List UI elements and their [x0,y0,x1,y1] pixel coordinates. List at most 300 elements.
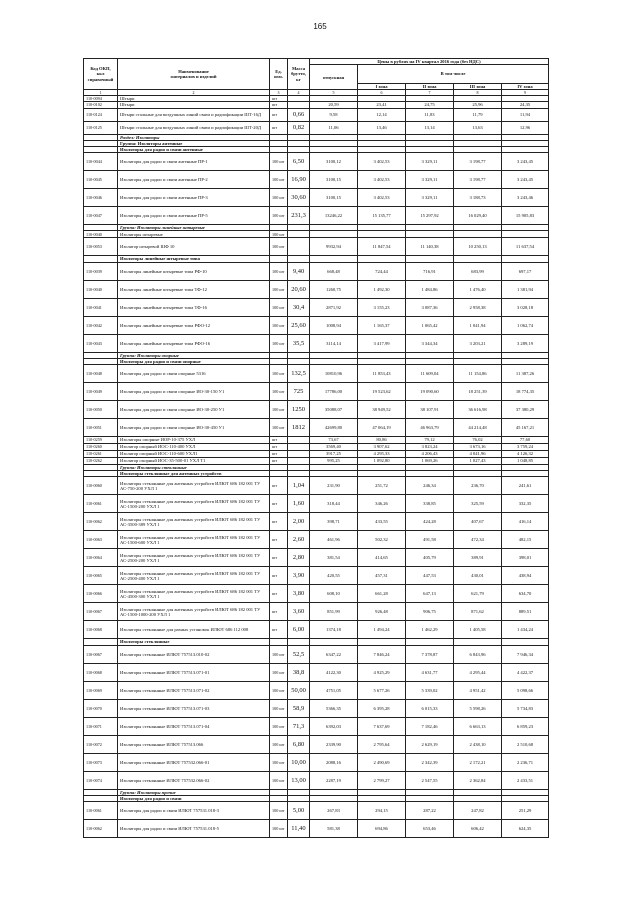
price-zone-1: 502,32 [358,531,406,549]
item-code: 110-0053 [84,238,118,256]
table-row [84,753,549,771]
item-name: Изоляторы стеклянные ИЛЮТ 757513.010-02 [118,645,270,663]
item-code: 110-0261 [84,451,118,458]
price-zone-1: 19 523,62 [358,383,406,401]
price-zone-3: 871,62 [454,603,502,621]
item-name: Изоляторы стеклянные для антенных устройств ИЛЮТ 686 182 001 ТУ АС-3500-389 УХЛ 1 [118,513,270,531]
price-zone-1: 13,46 [358,121,406,134]
item-mass: 30,60 [288,189,310,207]
price-zone-1: 1 492,30 [358,280,406,298]
group-title: Изоляторы линейные штыревые типа [118,256,270,262]
item-code: 110-0039 [84,262,118,280]
item-code: 110-0067 [84,645,118,663]
price-delivery: 461,96 [310,531,358,549]
price-zone-2: 19 090,60 [406,383,454,401]
price-zone-3: 3 203,21 [454,334,502,352]
item-mass [288,238,310,256]
price-zone-4: 6 859,23 [502,717,549,735]
price-zone-2: 24,75 [406,102,454,108]
item-code: 110-0064 [84,549,118,567]
item-name: Изоляторы стеклянные для антенных устройств ИЛЮТ 686 182 001 ТУ АС-1500-1000-200 УХЛ 1 [118,603,270,621]
price-zone-1: 23,41 [358,102,406,108]
price-zone-4: 12,96 [502,121,549,134]
index-cell: 2 [118,90,270,96]
group-title: Изоляторы для радио и связи антенные [118,147,270,153]
price-zone-3: 1 476,40 [454,280,502,298]
price-zone-4: 416,14 [502,513,549,531]
item-name: Изоляторы для радио и связи антенные ПР-2 [118,171,270,189]
price-zone-2: 4 206,43 [406,451,454,458]
price-zone-2: 4 631,77 [406,663,454,681]
item-name: Изоляторы стеклянные ИЛЮТ 757532.066-01 [118,753,270,771]
price-zone-3: 6 843,96 [454,645,502,663]
item-unit: шт [270,444,288,451]
item-name: Изоляторы линейные штыревые типа РФО-16 [118,334,270,352]
price-zone-4: 251,29 [502,802,549,820]
item-mass: 2,60 [288,531,310,549]
item-code: 110-0124 [84,108,118,121]
price-delivery: 35088,07 [310,401,358,419]
item-unit: шт [270,437,288,444]
item-name: Изоляторы стеклянные для антенных устройств ИЛЮТ 686 182 001 ТУ АС-2500-200 УХЛ 1 [118,549,270,567]
table-row [84,458,549,465]
price-zone-2: 338,85 [406,495,454,513]
table-row [84,121,549,134]
item-mass: 35,5 [288,334,310,352]
item-mass: 3,60 [288,603,310,621]
price-zone-3: 10 250,13 [454,238,502,256]
item-name: Штыри стальные для воздушных линий связи и радиофикации ШТ-20Д [118,121,270,134]
item-unit: 100 шт [270,316,288,334]
table-row [84,717,549,735]
price-zone-1: 346,26 [358,495,406,513]
item-mass [288,451,310,458]
price-zone-4: 624,35 [502,820,549,838]
price-delivery: 1260,75 [310,280,358,298]
price-zone-2: 11 140,38 [406,238,454,256]
table-row [84,437,549,444]
item-unit: 100 шт [270,189,288,207]
price-zone-4: 2 510,68 [502,735,549,753]
price-zone-1: 661,28 [358,585,406,603]
item-mass: 6,80 [288,735,310,753]
item-unit: шт [270,458,288,465]
item-mass [288,231,310,238]
index-cell: 7 [406,90,454,96]
price-zone-2: 7 378,87 [406,645,454,663]
price-zone-4: 241,61 [502,477,549,495]
item-name: Штыри [118,96,270,102]
item-code: 110-0060 [84,477,118,495]
price-zone-2: 3 329,11 [406,171,454,189]
header-name: Наименование материалов и изделий [118,59,270,90]
item-unit: 100 шт [270,401,288,419]
price-zone-3: 4 951,42 [454,681,502,699]
price-delivery: 9,58 [310,108,358,121]
table-row [84,189,549,207]
item-name: Изоляторы стеклянные ИЛЮТ 757513.071-02 [118,681,270,699]
price-delivery: 6347,22 [310,645,358,663]
item-mass: 11,40 [288,820,310,838]
index-cell: 6 [358,90,406,96]
item-name: Изоляторы для радио и связи опорные ИО-30-150 У1 [118,383,270,401]
price-zone-4: 11,94 [502,108,549,121]
item-unit: 100 шт [270,753,288,771]
price-zone-2: 11,83 [406,108,454,121]
price-zone-4: 3 028,18 [502,298,549,316]
price-zone-3: 621,79 [454,585,502,603]
item-code: 110-0049 [84,383,118,401]
price-zone-4: 24,35 [502,102,549,108]
item-code: 110-0070 [84,699,118,717]
group-title: Изоляторы стеклянные [118,639,270,645]
price-delivery: 381,54 [310,549,358,567]
item-mass: 25,60 [288,316,310,334]
item-name: Изоляторы стеклянные ИЛЮТ 757513.071-04 [118,717,270,735]
item-unit: шт [270,585,288,603]
item-name: Изоляторы стеклянные для антенных устройств ИЛЮТ 686 182 001 ТУ АС-4500-300 УХЛ 1 [118,585,270,603]
price-zone-4: 3 243,45 [502,153,549,171]
price-zone-1: 3 417,99 [358,334,406,352]
price-zone-1: 47 064,19 [358,419,406,437]
price-zone-1: 4 295,33 [358,451,406,458]
price-delivery: 73,67 [310,437,358,444]
item-code: 110-0073 [84,753,118,771]
header-zone-3: III зона [454,83,502,89]
item-code: 110-0067 [84,603,118,621]
item-code: 110-0046 [84,189,118,207]
table-row [84,681,549,699]
price-zone-2: 3 823,24 [406,444,454,451]
price-zone-2: 15 297,92 [406,207,454,225]
price-zone-1: 7 637,69 [358,717,406,735]
price-zone-1: 3 907,62 [358,444,406,451]
price-zone-4: 889,51 [502,603,549,621]
price-delivery: 5366,35 [310,699,358,717]
item-unit: 100 шт [270,262,288,280]
table-row [84,365,549,383]
price-zone-2: 287,22 [406,802,454,820]
item-name: Изолятор опорный ИОС-35-500-01 УХЛ Т1 [118,458,270,465]
price-delivery: 4751,05 [310,681,358,699]
item-unit: 100 шт [270,681,288,699]
price-zone-3: 606,42 [454,820,502,838]
price-zone-1: 80,86 [358,437,406,444]
price-zone-2: 424,28 [406,513,454,531]
item-mass: 30,4 [288,298,310,316]
price-zone-3: 3 198,77 [454,171,502,189]
price-zone-4: 45 167,21 [502,419,549,437]
price-zone-2: 79,12 [406,437,454,444]
item-name: Изоляторы для радио и связи опорные ИО-30-250 У1 [118,401,270,419]
price-zone-3: 11,79 [454,108,502,121]
price-zone-2: 3 329,11 [406,153,454,171]
price-delivery: 3100,15 [310,171,358,189]
item-code: 110-0042 [84,316,118,334]
price-zone-3: 4 295,44 [454,663,502,681]
price-delivery: 3100,12 [310,153,358,171]
price-delivery: 1374,18 [310,621,358,639]
price-zone-1: 11 847,54 [358,238,406,256]
item-mass: 1250 [288,401,310,419]
price-zone-2: 1 069,26 [406,458,454,465]
price-zone-2: 13,14 [406,121,454,134]
item-code: 110-0068 [84,621,118,639]
price-zone-3: 1 405,58 [454,621,502,639]
price-zone-4: 5 098,66 [502,681,549,699]
price-zone-3: 472,34 [454,531,502,549]
item-unit: шт [270,621,288,639]
table-row [84,316,549,334]
header-zone-2: II зона [406,83,454,89]
header-code: Код ОКП, ккл справочный [84,59,118,90]
price-zone-3: 236,70 [454,477,502,495]
price-zone-4: 332,35 [502,495,549,513]
price-zone-4: 5 734,83 [502,699,549,717]
item-unit: шт [270,102,288,108]
price-zone-1: 1 092,80 [358,458,406,465]
price-delivery: 267,83 [310,802,358,820]
item-unit: 100 шт [270,238,288,256]
item-name: Изоляторы линейные штыревые типа ТФ-16 [118,298,270,316]
item-name: Штыри [118,102,270,108]
price-zone-1: 926,48 [358,603,406,621]
price-zone-2: 6 015,33 [406,699,454,717]
price-zone-3: 430,01 [454,567,502,585]
item-code: 110-0072 [84,735,118,753]
table-row [84,401,549,419]
price-delivery: 2287,19 [310,771,358,789]
price-zone-1: 7 846,24 [358,645,406,663]
section-title: Группа: Изоляторы линейные штыревые [118,225,270,231]
price-delivery: 13246,22 [310,207,358,225]
index-cell: 8 [454,90,502,96]
price-zone-3: 3 673,16 [454,444,502,451]
item-code: 110-0062 [84,820,118,838]
price-delivery: 2339,90 [310,735,358,753]
item-unit: 100 шт [270,820,288,838]
price-zone-1: 433,55 [358,513,406,531]
item-mass: 50,00 [288,681,310,699]
table-row [84,108,549,121]
item-name: Изоляторы стеклянные ИЛЮТ 757513.071-03 [118,699,270,717]
price-zone-1: 3 155,23 [358,298,406,316]
item-code: 110-0102 [84,102,118,108]
price-zone-4: 18 774,35 [502,383,549,401]
item-unit: шт [270,495,288,513]
item-mass [288,437,310,444]
item-code: 110-0061 [84,802,118,820]
price-zone-3: 247,82 [454,802,502,820]
table-row [84,645,549,663]
item-unit: шт [270,121,288,134]
table-row [84,444,549,451]
price-zone-3: 325,59 [454,495,502,513]
price-delivery: 9932,94 [310,238,358,256]
item-unit: шт [270,567,288,585]
table-row [84,567,549,585]
price-zone-1: 457,31 [358,567,406,585]
price-delivery: 2871,92 [310,298,358,316]
item-unit: шт [270,96,288,102]
item-name: Изоляторы линейные штыревые типа ТФ-12 [118,280,270,298]
price-delivery [310,231,358,238]
item-name: Изоляторы опорные ИОР-10-375 УХЛ [118,437,270,444]
item-unit: шт [270,531,288,549]
item-name: Изоляторы стеклянные для антенных устройств ИЛЮТ 686 182 001 ТУ АС-750-200 УХЛ 1 [118,477,270,495]
header-mass: Масса брутто, кг [288,59,310,90]
section-title: Группа: Изоляторы прочие [118,789,270,795]
price-zone-2: 653,46 [406,820,454,838]
price-delivery: 231,90 [310,477,358,495]
item-code: 110-0050 [84,401,118,419]
item-name: Изоляторы для радио и связи антенные ПР-3 [118,189,270,207]
price-zone-2: 3 329,11 [406,189,454,207]
item-unit: шт [270,451,288,458]
price-zone-3 [454,231,502,238]
price-zone-1 [358,231,406,238]
item-unit: 100 шт [270,207,288,225]
price-zone-3: 11 154,86 [454,365,502,383]
price-zone-2: 1 462,29 [406,621,454,639]
item-unit: 100 шт [270,717,288,735]
table-row [84,383,549,401]
item-mass: 71,3 [288,717,310,735]
item-mass: 0,82 [288,121,310,134]
price-zone-2: 405,79 [406,549,454,567]
item-unit: 100 шт [270,771,288,789]
price-zone-3: 36 616,98 [454,401,502,419]
item-name: Изоляторы стеклянные для антенных устройств ИЛЮТ 686 182 001 ТУ АС-2500-400 УХЛ 1 [118,567,270,585]
item-name: Штыри стальные для воздушных линий связи и радиофикации ШТ-16Д [118,108,270,121]
item-code: 110-0125 [84,121,118,134]
price-delivery: 3917,25 [310,451,358,458]
table-row [84,603,549,621]
item-unit: 100 шт [270,419,288,437]
price-delivery: 3100,15 [310,189,358,207]
index-cell: 5 [310,90,358,96]
price-zone-3: 407,67 [454,513,502,531]
item-name: Изоляторы для радио и связи ИЛЮТ 757531.018-3 [118,802,270,820]
price-zone-2: 5 339,02 [406,681,454,699]
header-zone-4: IV зона [502,83,549,89]
item-mass: 5,00 [288,802,310,820]
item-mass: 1,60 [288,495,310,513]
item-code: 110-0062 [84,513,118,531]
price-zone-1: 694,86 [358,820,406,838]
item-name: Изоляторы для радио и связи антенные ПР-5 [118,207,270,225]
price-table [83,58,549,838]
price-delivery: 42699,80 [310,419,358,437]
item-name: Изолятор штыревой ШФ 10 [118,238,270,256]
price-zone-1: 414,65 [358,549,406,567]
price-zone-4: 77,60 [502,437,549,444]
item-mass: 13,00 [288,771,310,789]
index-cell: 4 [288,90,310,96]
price-zone-4: 15 905,83 [502,207,549,225]
price-zone-4: 4 422,37 [502,663,549,681]
price-delivery: 10810,96 [310,365,358,383]
price-zone-2: 11 609,04 [406,365,454,383]
item-name: Изолятор опорный ИОС-110-600 УХЛ1 [118,451,270,458]
table-row [84,802,549,820]
item-name: Изоляторы для радио и связи опорные ИО-30-450 У1 [118,419,270,437]
item-name: Изоляторы линейные штыревые типа РФ-10 [118,262,270,280]
item-code: 110-0068 [84,663,118,681]
item-unit: 100 шт [270,298,288,316]
price-zone-1: 724,44 [358,262,406,280]
price-zone-1: 2 490,69 [358,753,406,771]
item-unit: 100 шт [270,280,288,298]
index-cell: 9 [502,90,549,96]
table-row [84,280,549,298]
header-delivery: отпускная [310,65,358,90]
group-title: Изоляторы стеклянные для антенных устройств [118,471,270,477]
item-mass: 9,40 [288,262,310,280]
price-zone-1: 1 494,24 [358,621,406,639]
section-title: Группа: Изоляторы опорные [118,352,270,358]
item-unit: 100 шт [270,663,288,681]
item-unit: 100 шт [270,365,288,383]
price-delivery: 420,55 [310,567,358,585]
item-code: 110-0045 [84,171,118,189]
price-zone-3: 5 598,26 [454,699,502,717]
item-code: 110-0262 [84,458,118,465]
item-code: 110-0094 [84,96,118,102]
item-name: Изоляторы стеклянные ИЛЮТ 757513.066 [118,735,270,753]
price-zone-2: 906,75 [406,603,454,621]
item-mass: 58,9 [288,699,310,717]
price-zone-4: 3 243,45 [502,171,549,189]
price-zone-3: 25,96 [454,102,502,108]
item-code: 110-0041 [84,298,118,316]
item-code: 110-0065 [84,567,118,585]
table-row [84,513,549,531]
item-code: 110-0063 [84,531,118,549]
item-unit: шт [270,513,288,531]
price-delivery: 1008,94 [310,316,358,334]
price-zone-3: 3 198,77 [454,153,502,171]
price-zone-3: 2 438,10 [454,735,502,753]
table-row [84,820,549,838]
price-zone-4: 3 243,46 [502,189,549,207]
price-delivery: 2088,16 [310,753,358,771]
price-zone-1: 1 165,37 [358,316,406,334]
item-mass [288,444,310,451]
item-mass: 1,04 [288,477,310,495]
price-zone-1: 3 402,53 [358,189,406,207]
item-code: 110-0040 [84,231,118,238]
item-mass: 38,8 [288,663,310,681]
price-zone-4: 4 126,32 [502,451,549,458]
price-zone-4: 7 946,34 [502,645,549,663]
table-row [84,334,549,352]
item-name: Изоляторы для радио и связи опорные 5316 [118,365,270,383]
item-unit: шт [270,108,288,121]
table-row [84,207,549,225]
item-name: Изоляторы штыревые [118,231,270,238]
price-zone-3: 6 663,13 [454,717,502,735]
item-code: 110-0069 [84,681,118,699]
item-name: Изоляторы линейные штыревые типа РФО-12 [118,316,270,334]
price-delivery: 668,48 [310,262,358,280]
price-zone-2: 447,53 [406,567,454,585]
item-mass [288,458,310,465]
price-zone-4: 2 433,51 [502,771,549,789]
item-unit: 100 шт [270,171,288,189]
item-mass: 3,90 [288,567,310,585]
price-zone-1: 4 925,29 [358,663,406,681]
